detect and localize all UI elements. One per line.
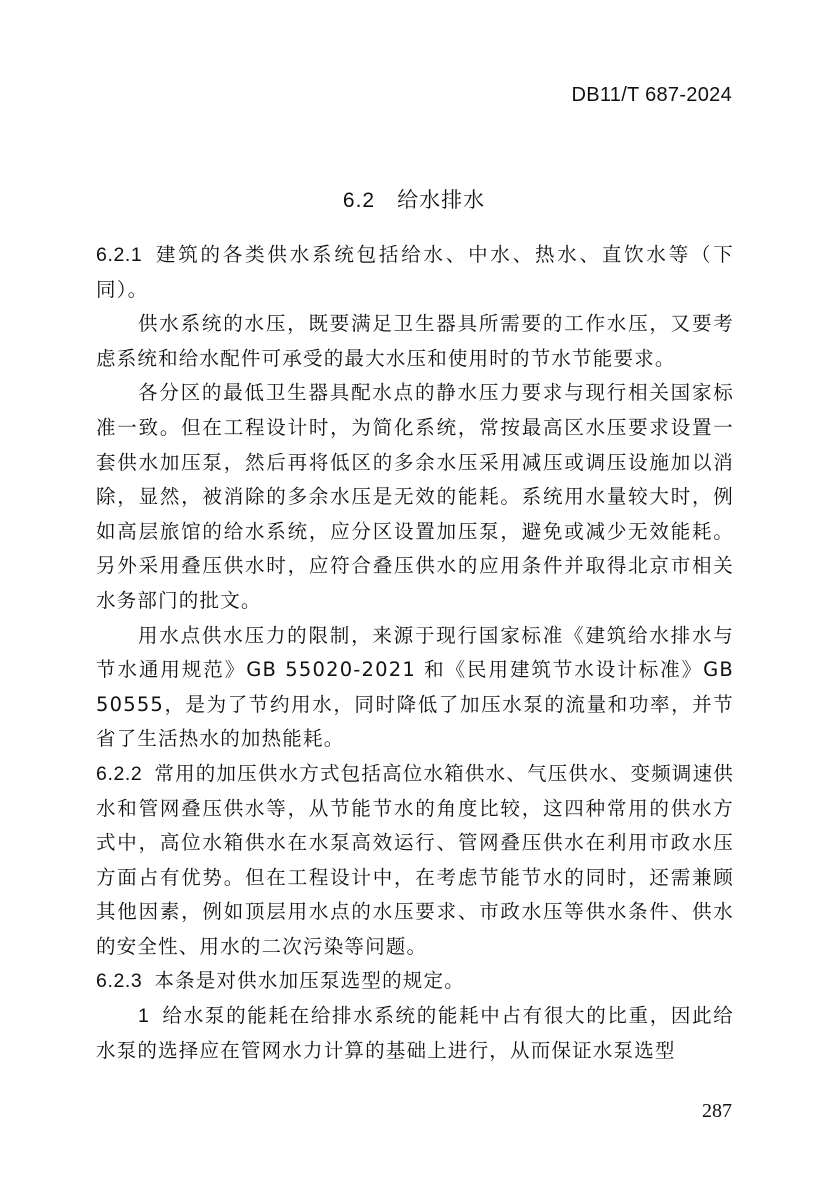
- paragraph-text: 用水点供水压力的限制，来源于现行国家标准《建筑给水排水与节水通用规范》GB 55020-2021 和《民用建筑节水设计标准》GB 50555，是为了节约用水，同时降低了加压水泵的流量和功率，并节省了生活热水的加热能耗。: [96, 623, 734, 751]
- item-number: 1: [138, 1005, 151, 1028]
- clause-text: 常用的加压供水方式包括高位水箱供水、气压供水、变频调速供水和管网叠压供水等，从节能节水的角度比较，这四种常用的供水方式中，高位水箱供水在水泵高效运行、管网叠压供水在利用市政水压方面占有优势。但在工程设计中，在考虑节能节水的同时，还需兼顾其他因素，例如顶层用水点的水压要求、市政水压等供水条件、供水的安全性、用水的二次污染等问题。: [96, 761, 734, 958]
- page-number: 287: [702, 1100, 732, 1122]
- clause-number: 6.2.2: [96, 762, 143, 785]
- body-text: [96, 238, 734, 1068]
- clause-6-2-2: [96, 757, 734, 965]
- paragraph: [96, 619, 734, 757]
- clause-text: 建筑的各类供水系统包括给水、中水、热水、直饮水等（下同）。: [96, 243, 734, 301]
- paragraph-text: 供水系统的水压，既要满足卫生器具所需要的工作水压，又要考虑系统和给水配件可承受的最大水压和使用时的节水节能要求。: [96, 312, 734, 370]
- clause-text: 本条是对供水加压泵选型的规定。: [154, 969, 465, 993]
- section-title: 给水排水: [397, 188, 486, 212]
- clause-number: 6.2.3: [96, 970, 143, 993]
- paragraph: [96, 376, 734, 618]
- clause-6-2-3: [96, 964, 734, 999]
- standard-code: DB11/T 687-2024: [571, 84, 732, 106]
- clause-number: 6.2.1: [96, 244, 143, 266]
- section-number: 6.2: [342, 189, 376, 212]
- clause-6-2-1: [96, 238, 734, 307]
- section-heading: [0, 184, 828, 214]
- list-item: [96, 999, 734, 1068]
- paragraph-text: 各分区的最低卫生器具配水点的静水压力要求与现行相关国家标准一致。但在工程设计时，为简化系统，常按最高区水压要求设置一套供水加压泵，然后再将低区的多余水压采用减压或调压设施加以消除，显然，被消除的多余水压是无效的能耗。系统用水量较大时，例如高层旅馆的给水系统，应分区设置加压泵，避免或减少无效能耗。另外采用叠压供水时，应符合叠压供水的应用条件并取得北京市相关水务部门的批文。: [96, 381, 734, 612]
- paragraph: [96, 307, 734, 376]
- item-text: 给水泵的能耗在给排水系统的能耗中占有很大的比重，因此给水泵的选择应在管网水力计算的基础上进行，从而保证水泵选型: [96, 1004, 734, 1062]
